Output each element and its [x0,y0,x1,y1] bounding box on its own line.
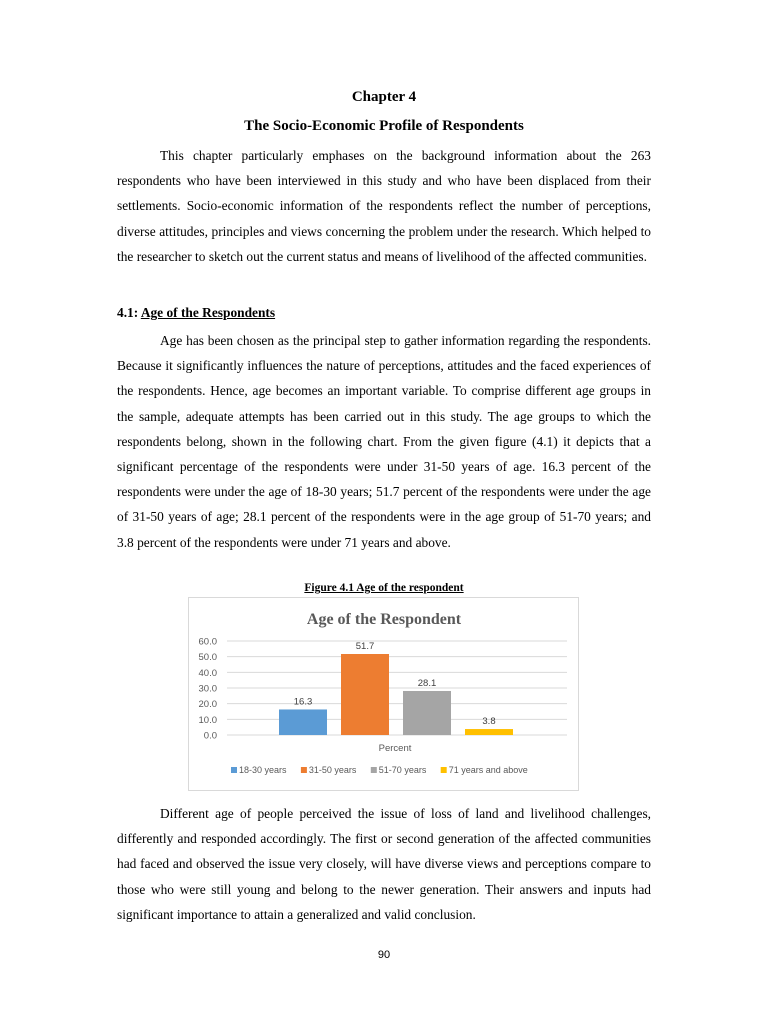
age-bar-chart [188,597,579,791]
closing-paragraph-text: Different age of people perceived the issue of loss of land and livelihood challenges, differently and responded accordingly. The first or second generation of the affected communities had faced and observed the issue very closely, will have diverse views and perceptions compare to those who were still young and belong to the newer generation. Their answers and inputs had significant importance to attain a generalized and valid conclusion. [117,806,651,922]
legend-swatch [371,767,377,773]
y-tick-label: 20.0 [198,699,217,711]
bar-31-50-years [341,654,389,735]
section-paragraph [117,328,651,555]
bar-data-label: 16.3 [293,696,313,708]
bar-data-label: 28.1 [417,677,437,689]
y-tick-label: 50.0 [198,652,217,664]
section-number: 4.1: [117,305,139,320]
chart-canvas [189,598,578,790]
section-title: Age of the Respondents [140,305,276,320]
chart-x-axis-label: Percent [378,743,412,754]
section-paragraph-text: Age has been chosen as the principal step to gather information regarding the respondents. Because it significantly influences the nature of perceptions, attitudes and the faced experiences of the respondents. Hence, age becomes an important variable. To comprise different age groups in the sample, adequate attempts has been carried out in this study. The age groups to which the respondents belong, shown in the following chart. From the given figure (4.1) it depicts that a significant percentage of the respondents were under 31-50 years of age. 16.3 percent of the respondents were under the age of 18-30 years; 51.7 percent of the respondents were under the age of 31-50 years of age; 28.1 percent of the respondents were in the age group of 51-70 years; and 3.8 percent of the respondents were under 71 years and above. [117,333,651,550]
intro-paragraph [117,143,651,269]
intro-paragraph-text: This chapter particularly emphases on the background information about the 263 respondents who have been interviewed in this study and who have been displaced from their settlements. Socio-economic information of the respondents reflect the number of perceptions, diverse attitudes, principles and views concerning the problem under the research. Which helped to the researcher to sketch out the current status and means of livelihood of the affected communities. [117,148,651,264]
closing-paragraph [117,801,651,927]
legend-label: 18-30 years [239,765,287,775]
figure-caption: Figure 4.1 Age of the respondent [304,582,464,594]
y-tick-label: 10.0 [198,714,217,726]
y-tick-label: 60.0 [198,636,217,648]
bar-data-label: 3.8 [482,716,496,728]
y-tick-label: 40.0 [198,667,217,679]
chart-gridlines [227,641,567,735]
chart-bars [279,654,513,735]
chart-title: Age of the Respondent [306,611,462,628]
bar-71-years-and-above [465,729,513,735]
y-tick-label: 0.0 [203,730,217,742]
chart-y-axis [199,637,218,742]
legend-swatch [301,767,307,773]
chapter-number: Chapter 4 [351,89,417,105]
chapter-title: The Socio-Economic Profile of Respondents [244,118,524,134]
legend-label: 71 years and above [448,765,528,775]
bar-18-30-years [279,709,327,735]
legend-swatch [231,767,237,773]
bar-data-label: 51.7 [355,641,375,653]
legend-swatch [441,767,447,773]
legend-label: 31-50 years [308,765,357,775]
page-number: 90 [377,949,391,961]
legend-label: 51-70 years [378,765,427,775]
y-tick-label: 30.0 [198,683,217,695]
chart-legend [231,765,528,775]
bar-51-70-years [403,691,451,735]
section-heading [117,305,275,321]
